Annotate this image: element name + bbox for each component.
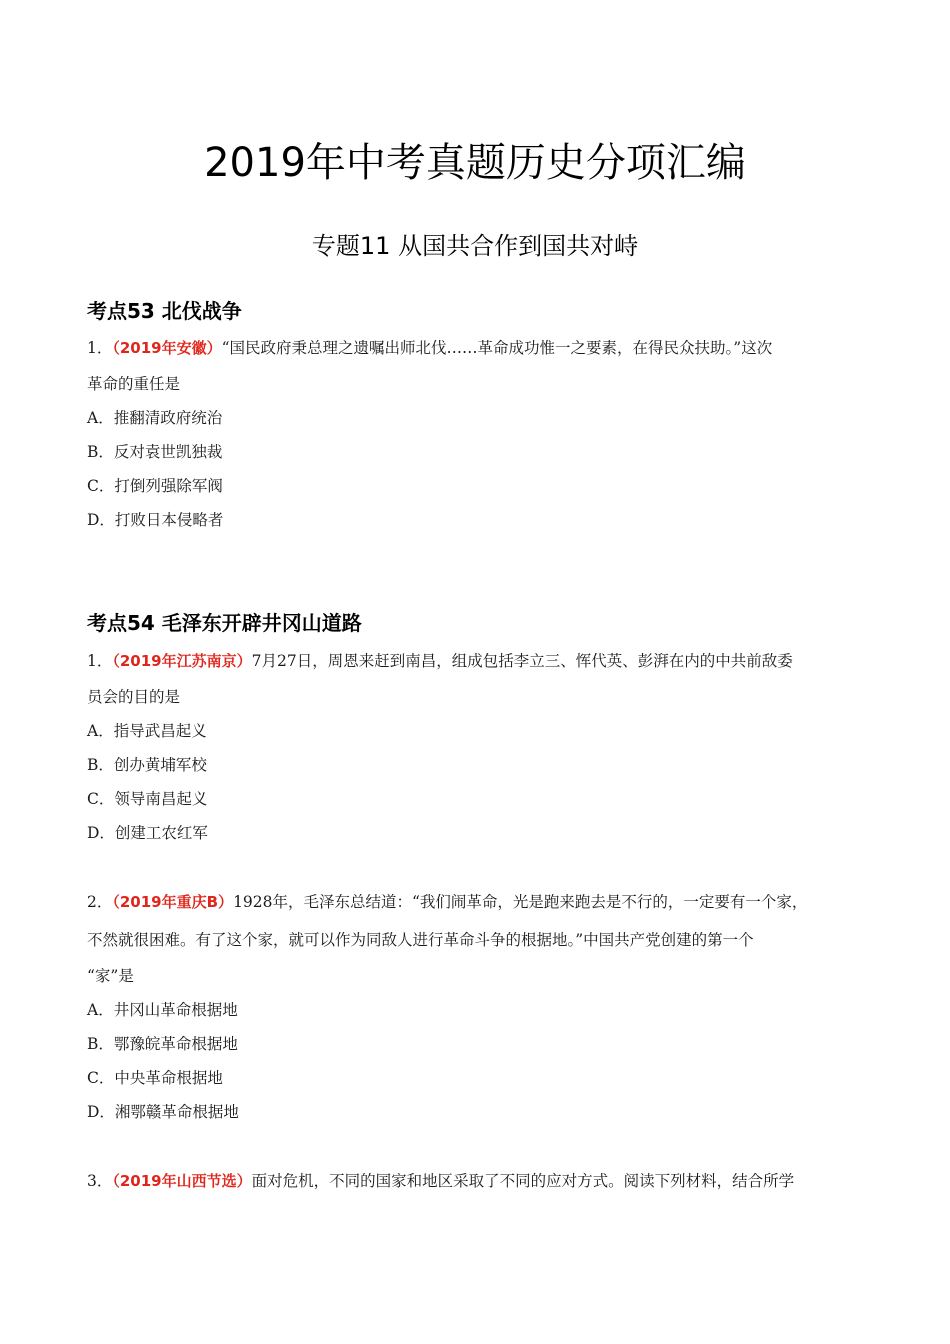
document-subtitle: 专题11 从国共合作到国共对峙	[311, 232, 639, 260]
question-stem	[87, 1170, 877, 1192]
question-text: 7月27日，周恩来赶到南昌，组成包括李立三、恽代英、彭湃在内的中共前敌委	[251, 652, 793, 670]
question-source: （2019年重庆B）	[112, 893, 234, 911]
option-d: D．湘鄂赣革命根据地	[87, 1103, 239, 1121]
question-stem-cont: 不然就很困难。有了这个家，就可以作为同敌人进行革命斗争的根据地。”中国共产党创建的第一个	[87, 931, 754, 949]
option-a: A．井冈山革命根据地	[87, 1001, 238, 1019]
option-c: C．领导南昌起义	[87, 790, 208, 808]
question-stem	[87, 650, 877, 672]
question-stem	[87, 337, 877, 359]
question-text: “国民政府秉总理之遗嘱出师北伐……革命成功惟一之要素，在得民众扶助。”这次	[221, 339, 773, 357]
question-text: 1928年，毛泽东总结道：“我们闹革命，光是跑来跑去是不行的，一定要有一个家，	[233, 893, 808, 911]
option-a: A．推翻清政府统治	[87, 409, 223, 427]
section-heading-53: 考点53 北伐战争	[87, 299, 242, 323]
question-stem	[87, 891, 877, 913]
question-text: 面对危机，不同的国家和地区采取了不同的应对方式。阅读下列材料，结合所学	[251, 1172, 795, 1190]
option-b: B．反对袁世凯独裁	[87, 443, 223, 461]
document-title: 2019年中考真题历史分项汇编	[204, 140, 746, 186]
question-stem-cont: “家”是	[87, 967, 134, 985]
question-number: 2．	[87, 893, 113, 911]
option-c: C．打倒列强除军阀	[87, 477, 223, 495]
question-source: （2019年江苏南京）	[112, 652, 252, 670]
question-number: 1．	[87, 652, 113, 670]
option-a: A．指导武昌起义	[87, 722, 207, 740]
question-number: 3．	[87, 1172, 113, 1190]
question-number: 1．	[87, 339, 113, 357]
option-c: C．中央革命根据地	[87, 1069, 223, 1087]
option-d: D．创建工农红军	[87, 824, 208, 842]
option-d: D．打败日本侵略者	[87, 511, 224, 529]
question-stem-cont: 革命的重任是	[87, 375, 181, 393]
question-source: （2019年安徽）	[112, 339, 222, 357]
question-source: （2019年山西节选）	[112, 1172, 252, 1190]
section-heading-54: 考点54 毛泽东开辟井冈山道路	[87, 611, 362, 635]
option-b: B．鄂豫皖革命根据地	[87, 1035, 238, 1053]
option-b: B．创办黄埔军校	[87, 756, 207, 774]
question-stem-cont: 员会的目的是	[87, 688, 181, 706]
